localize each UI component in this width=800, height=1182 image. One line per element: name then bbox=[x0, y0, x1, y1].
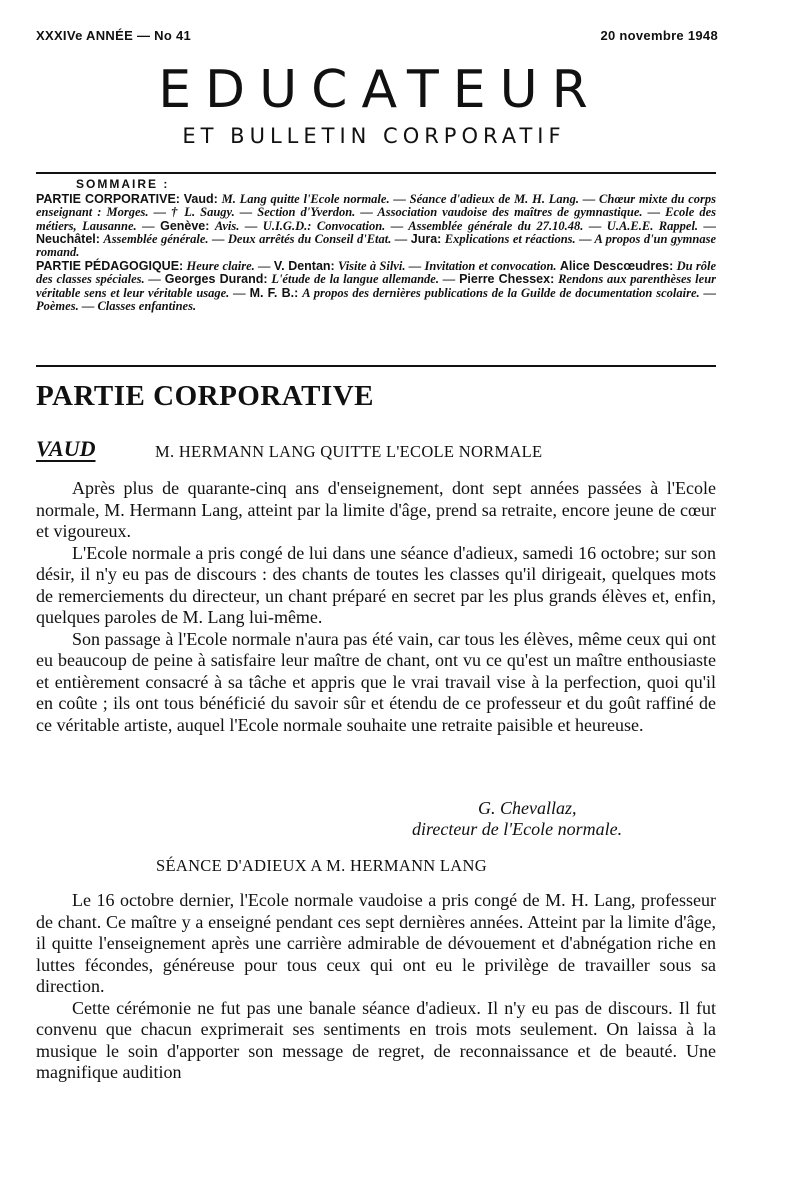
paragraph: Après plus de quarante-cinq ans d'enseignement, dont sept années passées à l'Ecole normale, M. Hermann Lang, atteint par la limite d'âge, prend sa retraite, encore jeune de cœur et vigoureux. bbox=[36, 478, 716, 541]
article-title: M. HERMANN LANG QUITTE L'ECOLE NORMALE bbox=[155, 442, 543, 461]
toc-region-geneve: Genève: bbox=[160, 218, 210, 233]
toc-region-neuchatel: Neuchâtel: bbox=[36, 231, 100, 246]
toc-section-label: PARTIE CORPORATIVE: bbox=[36, 192, 180, 207]
section-heading-vaud: VAUD bbox=[36, 436, 96, 461]
paragraph: Cette cérémonie ne fut pas une banale séance d'adieux. Il n'y eu pas de discours. Il fut convenu que chacun exprimerait ses sentiments en trois mots seulement. On laissa à la musique le soin d'apporter son message de regret, de reconnaissance et de beauté. Une magnifique audition bbox=[36, 997, 716, 1082]
toc-author: Pierre Chessex: bbox=[459, 272, 555, 287]
toc-author: V. Dentan: bbox=[273, 259, 335, 274]
toc-geneve-items: Avis. — U.I.G.D.: Convocation. — Assemblée générale du 27.10.48. — U.A.E.E. Rappel. — bbox=[214, 218, 717, 233]
toc-author: Alice Descœudres: bbox=[559, 259, 674, 274]
paragraph: Son passage à l'Ecole normale n'aura pas été vain, car tous les élèves, même ceux qui ont eu beaucoup de peine à satisfaire leur maître de chant, ont vu ce qu'est un maître enthousiaste et entièrement consacré à sa tâche et appris que le vrai travail vise à la perfection, quoi qu'il en coûte ; ils ont tous bénéficié du savoir sûr et étendu de ce professeur et du goût raffiné de ce véritable artiste, auquel l'Ecole normale souhaite une retraite paisible et heureuse. bbox=[36, 628, 716, 735]
toc-item: L'étude de la langue allemande. — bbox=[271, 272, 456, 287]
issue-number: XXXIVe ANNÉE — No 41 bbox=[36, 28, 192, 43]
divider-bottom bbox=[36, 365, 716, 367]
part-title: PARTIE CORPORATIVE bbox=[36, 380, 375, 412]
signature-name: G. Chevallaz, bbox=[478, 798, 577, 818]
divider-top bbox=[36, 172, 716, 174]
toc-author: Georges Durand: bbox=[164, 272, 268, 287]
toc-corporative bbox=[36, 193, 716, 259]
masthead-title: EDUCATEUR bbox=[158, 60, 602, 120]
article-title: SÉANCE D'ADIEUX A M. HERMANN LANG bbox=[156, 856, 487, 875]
article-body bbox=[36, 478, 716, 736]
signature-role: directeur de l'Ecole normale. bbox=[412, 819, 623, 839]
toc-item: A propos des dernières publications de la Guilde de documentation scolaire. — Poèmes. — Classes enfantines. bbox=[36, 285, 717, 313]
toc-author: M. F. B.: bbox=[249, 285, 299, 300]
masthead-subtitle: ET BULLETIN CORPORATIF bbox=[182, 124, 566, 148]
toc-item: Rendons aux parenthèses leur véritable sens et leur véritable usage. — bbox=[36, 272, 717, 300]
toc-item: Heure claire. — bbox=[186, 259, 271, 274]
paragraph: Le 16 octobre dernier, l'Ecole normale vaudoise a pris congé de M. H. Lang, professeur de chant. Ce maître y a enseigné pendant ces sept dernières années. Atteint par la limite d'âge, il quitte l'enseignement après une carrière admirable de dévouement et d'abnégation riche en luttes fécondes, généreuse pour tous ceux qui ont eu le privilège de travailler sous sa direction. bbox=[36, 890, 716, 996]
toc-pedagogique bbox=[36, 260, 716, 313]
toc-item: Visite à Silvi. — Invitation et convocation. bbox=[338, 259, 557, 274]
toc-section-label: PARTIE PÉDAGOGIQUE: bbox=[36, 259, 184, 274]
toc-title: SOMMAIRE : bbox=[76, 177, 170, 191]
issue-date: 20 novembre 1948 bbox=[600, 28, 718, 43]
paragraph: L'Ecole normale a pris congé de lui dans une séance d'adieux, samedi 16 octobre; sur son désir, il n'y eu pas de discours : des chants de toutes les classes qu'il dirigeait, quelques mots de remerciements du directeur, un chant préparé en secret par les plus grands élèves et, enfin, quelques paroles de M. Lang lui-même. bbox=[36, 542, 716, 627]
toc-item: Du rôle des classes spéciales. — bbox=[36, 259, 717, 287]
toc-jura-items: Explications et réactions. — A propos d'un gymnase romand. bbox=[36, 231, 717, 260]
toc-region-vaud: Vaud: bbox=[183, 192, 218, 207]
article-body bbox=[36, 890, 716, 1084]
toc-neuchatel-items: Assemblée générale. — Deux arrêtés du Conseil d'Etat. — bbox=[103, 231, 408, 246]
toc-vaud-items: M. Lang quitte l'Ecole normale. — Séance d'adieux de M. H. Lang. — Chœur mixte du corps enseignant : Morges. — † L. Saugy. — Section d'Yverdon. — Association vaudoise des maîtres de gymnastique. — Ecole des métiers, Lausanne. — bbox=[36, 192, 716, 233]
table-of-contents bbox=[36, 178, 716, 314]
toc-region-jura: Jura: bbox=[410, 231, 442, 246]
